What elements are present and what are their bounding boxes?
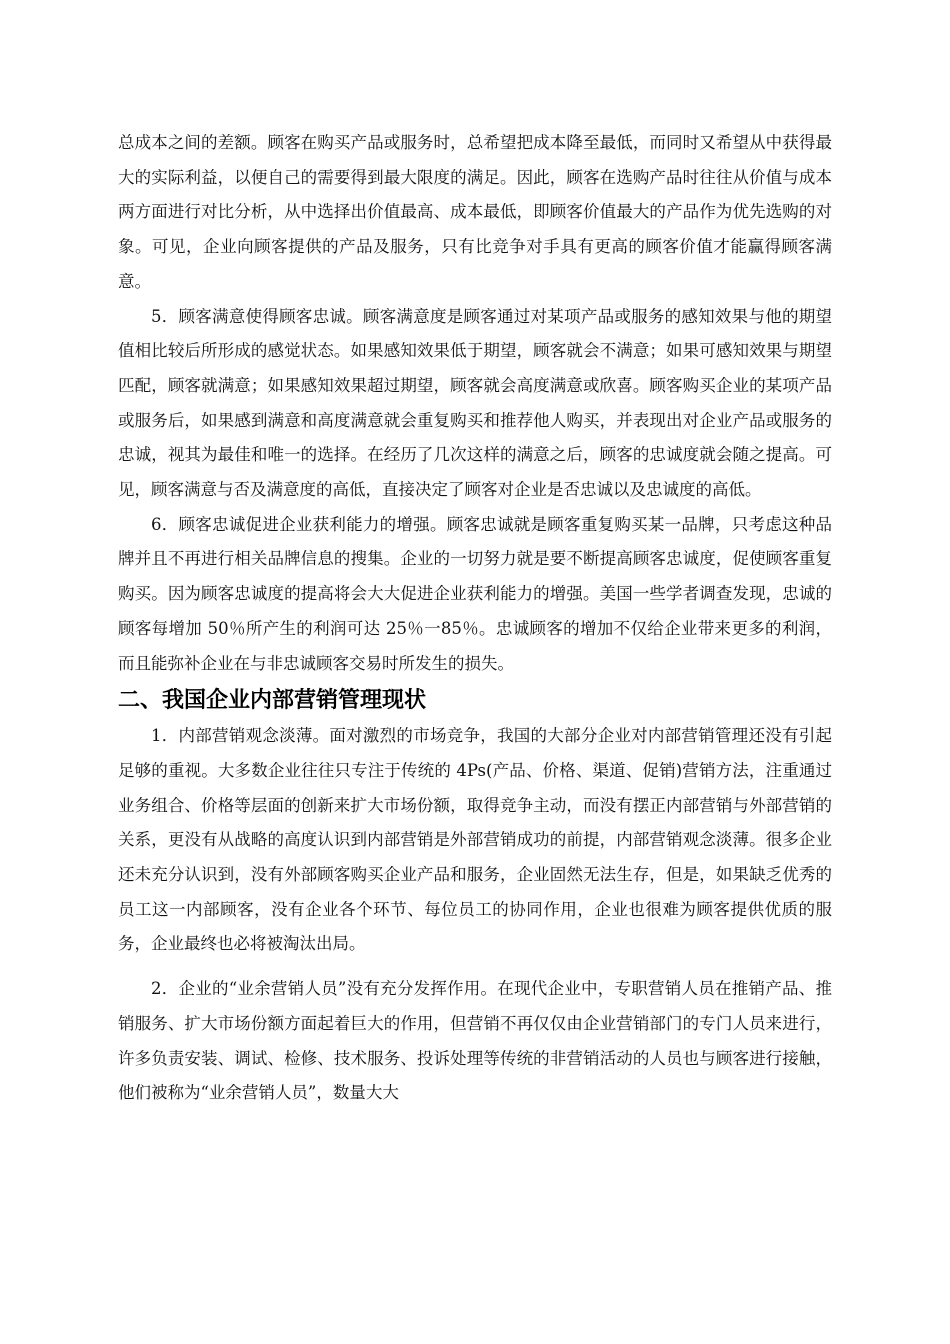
paragraph-point-5: 5．顾客满意使得顾客忠诚。顾客满意度是顾客通过对某项产品或服务的感知效果与他的期望值相比较后所形成的感觉状态。如果感知效果低于期望，顾客就会不满意；如果可感知效果与期望匹配，顾客就满意；如果感知效果超过期望，顾客就会高度满意或欣喜。顾客购买企业的某项产品或服务后，如果感到满意和高度满意就会重复购买和推荐他人购买，并表现出对企业产品或服务的忠诚，视其为最佳和唯一的选择。在经历了几次这样的满意之后，顾客的忠诚度就会随之提高。可见，顾客满意与否及满意度的高低，直接决定了顾客对企业是否忠诚以及忠诚度的高低。 [118, 306, 832, 500]
section-heading: 二、我国企业内部营销管理现状 [118, 688, 427, 714]
document-page [118, 126, 832, 1111]
paragraph-section2-point-2: 2．企业的“业余营销人员”没有充分发挥作用。在现代企业中，专职营销人员在推销产品、推销服务、扩大市场份额方面起着巨大的作用，但营销不再仅仅由企业营销部门的专门人员来进行，许多负责安装、调试、检修、技术服务、投诉处理等传统的非营销活动的人员也与顾客进行接触，他们被称为“业余营销人员”，数量大大 [118, 979, 832, 1103]
paragraph-section2-point-1: 1．内部营销观念淡薄。面对激烈的市场竞争，我国的大部分企业对内部营销管理还没有引起足够的重视。大多数企业往往只专注于传统的 4Ps(产品、价格、渠道、促销)营销方法，注重通过业务组合、价格等层面的创新来扩大市场份额，取得竞争主动，而没有摆正内部营销与外部营销的关系，更没有从战略的高度认识到内部营销是外部营销成功的前提，内部营销观念淡薄。很多企业还未充分认识到，没有外部顾客购买企业产品和服务，企业固然无法生存，但是，如果缺乏优秀的员工这一内部顾客，没有企业各个环节、每位员工的协同作用，企业也很难为顾客提供优质的服务，企业最终也必将被淘汰出局。 [118, 726, 832, 954]
paragraph-point-6: 6．顾客忠诚促进企业获利能力的增强。顾客忠诚就是顾客重复购买某一品牌，只考虑这种品牌并且不再进行相关品牌信息的搜集。企业的一切努力就是要不断提高顾客忠诚度，促使顾客重复购买。因为顾客忠诚度的提高将会大大促进企业获利能力的增强。美国一些学者调查发现，忠诚的顾客每增加 50％所产生的利润可达 25％一85％。忠诚顾客的增加不仅给企业带来更多的利润，而且能弥补企业在与非忠诚顾客交易时所发生的损失。 [118, 514, 832, 673]
paragraph-customer-value: 总成本之间的差额。顾客在购买产品或服务时，总希望把成本降至最低，而同时又希望从中获得最大的实际利益，以便自己的需要得到最大限度的满足。因此，顾客在选购产品时往往从价值与成本两方面进行对比分析，从中选择出价值最高、成本最低，即顾客价值最大的产品作为优先选购的对象。可见，企业向顾客提供的产品及服务，只有比竞争对手具有更高的顾客价值才能赢得顾客满意。 [118, 133, 832, 291]
